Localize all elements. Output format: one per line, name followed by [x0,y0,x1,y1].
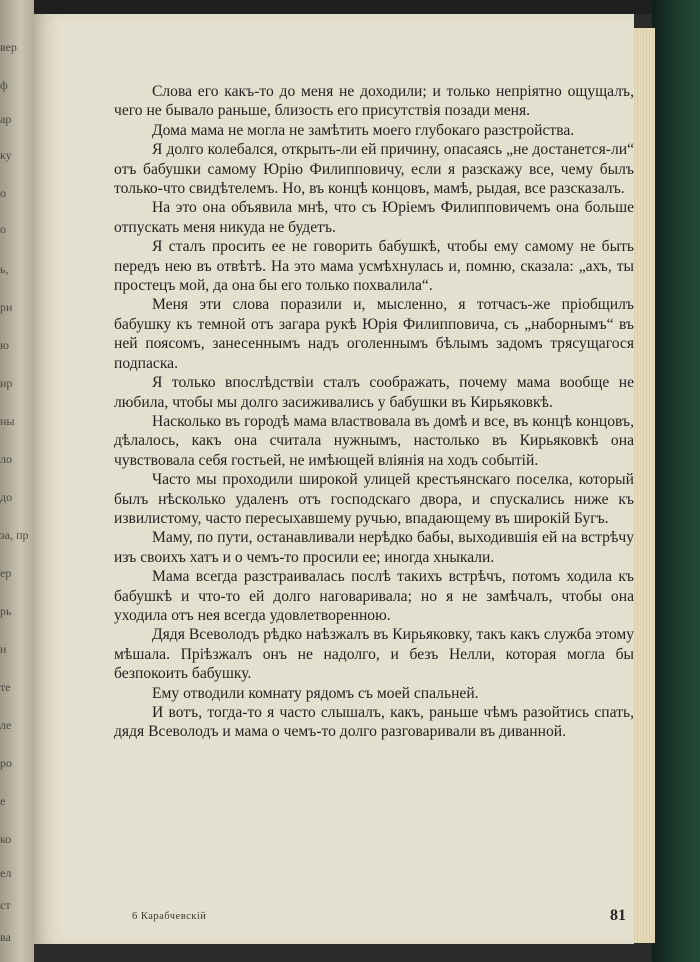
paragraph: Часто мы проходили широкой улицей крестьянскаго поселка, который былъ нѣсколько удаленъ отъ господскаго двора, и спускались ниже къ извилистому, часто пересыхавшему ручью, впадающему въ широкій Бугъ. [114,471,634,527]
facing-page-fragment: вер [0,40,17,54]
paragraph: Я только впослѣдствіи сталъ соображать, почему мама вообще не любила, чтобы мы долго засиживались у бабушки въ Кирьяковкѣ. [114,374,634,411]
facing-page-fragment: ар [0,112,12,126]
facing-page-fragment: и [0,642,7,656]
paragraph: Ему отводили комнату рядомъ съ моей спальней. [152,684,479,702]
background-top [0,0,700,14]
paragraph: Я сталъ просить ее не говорить бабушкѣ, чтобы ему самому не быть передъ нею въ отвѣтѣ. На это мама усмѣхнулась и, помню, сказала: „ахъ, ты простецъ мой, да она бы его только похвалила“. [114,238,634,295]
facing-page-fragment: ко [0,832,12,846]
facing-page-edge [0,0,34,962]
page-footer [132,907,632,927]
facing-page-fragment: до [0,490,13,504]
paragraph: Я долго колебался, открыть-ли ей причину, опасаясь „не достанется-ли“ отъ бабушки самому Юрію Филипповичу, если я разскажу все, чему былъ только-что свидѣтелемъ. Но, въ концѣ концовъ, мамѣ, рыдая, все разсказалъ. [114,141,634,198]
facing-page-fragment: ри [0,300,13,314]
paragraph: Маму, по пути, останавливали нерѣдко бабы, выходившія ей на встрѣчу изъ своихъ хатъ и о чемъ-то просили ее; иногда хныкали. [114,529,634,566]
facing-page-fragment: рь [0,604,12,618]
paragraph: Меня эти слова поразили и, мысленно, я тотчасъ-же пріобщилъ бабушку къ темной отъ загара рукѣ Юрія Филипповича, съ „наборнымъ“ въ ней поясомъ, занесеннымъ надъ оголеннымъ бѣлымъ задомъ трясущагося подпаска. [114,296,634,372]
page-edges [632,28,655,943]
facing-page-fragment: те [0,680,11,694]
page-number: 81 [610,907,626,924]
paragraph: Мама всегда разстраивалась послѣ такихъ встрѣчъ, потомъ ходила къ бабушкѣ и что-то ей долго наговаривала; но я не замѣчалъ, чтобы она уходила отъ нея всегда удовлетворенною. [114,568,634,624]
facing-page-fragment: ны [0,414,15,428]
facing-page-fragment: ро [0,756,12,770]
paragraph: Слова его какъ-то до меня не доходили; и только непріятно ощущалъ, чего не бывало раньше, близость его присутствія позади меня. [114,83,634,120]
facing-page-fragment: ку [0,148,12,162]
paragraph: Насколько въ городѣ мама властвовала въ домѣ и все, въ концѣ концовъ, дѣлалось, какъ она считала нужнымъ, настолько въ Кирьяковкѣ она чувствовала себя гостьей, не имѣющей вліянія на ходъ событій. [114,412,634,469]
facing-page-fragment: е [0,794,6,808]
book-cover [652,0,700,962]
paragraph: И вотъ, тогда-то я часто слышалъ, какъ, раньше чѣмъ разойтись спать, дядя Всеволодъ и мама о чемъ-то долго разговаривали въ диванной. [114,704,634,741]
facing-page-fragment: ь, [0,262,9,276]
facing-page-fragment: ф [0,78,8,92]
facing-page-fragment: ю [0,338,9,352]
facing-page-fragment: ст [0,898,11,912]
paragraph: На это она объявила мнѣ, что съ Юріемъ Филипповичемъ она больше отпускать меня никуда не будетъ. [114,199,634,236]
signature-mark: 6 Карабчевскій [132,911,207,922]
facing-page-fragment: о [0,222,6,236]
book-page [34,14,634,944]
facing-page-fragment: за, пр [0,528,29,542]
paragraph: Дядя Всеволодъ рѣдко наѣзжалъ въ Кирьяковку, такъ какъ служба этому мѣшала. Пріѣзжалъ онъ не надолго, и безъ Нелли, которая могла бы безпокоить бабушку. [114,626,634,683]
facing-page-fragment: ел [0,866,12,880]
paragraph: Дома мама не могла не замѣтить моего глубокаго разстройства. [152,121,575,139]
facing-page-fragment: о [0,186,6,200]
facing-page-fragment: ер [0,566,12,580]
facing-page-fragment: ло [0,452,12,466]
facing-page-fragment: ир [0,376,13,390]
body-text [114,82,634,742]
facing-page-fragment: ва [0,930,11,944]
facing-page-fragment: ле [0,718,12,732]
